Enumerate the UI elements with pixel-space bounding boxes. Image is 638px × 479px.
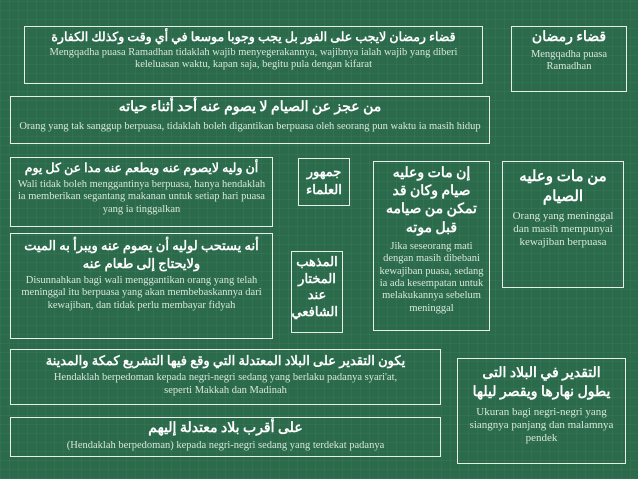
qadha-body-arabic: قضاء رمضان لايجب على الفور بل يجب وجوبا موسعا في أي وقت وكذلك الكفارة bbox=[51, 30, 456, 44]
estimate-rule1-box bbox=[10, 349, 441, 405]
estimate-rule1-latin: Hendaklah berpedoman kepada negri-negri sedang yang berlaku padanya syari'at, seperti Makkah dan Madinah bbox=[53, 372, 398, 396]
died-title-arabic: من مات وعليه الصيام bbox=[519, 169, 607, 205]
qadha-body-box bbox=[24, 26, 483, 84]
madhhab-ruling-box bbox=[10, 233, 273, 339]
estimate-title-latin: Ukuran bagi negri-negri yang siangnya panjang dan malamnya pendek bbox=[469, 405, 614, 444]
madhhab-label-box bbox=[291, 251, 343, 333]
died-title-box bbox=[502, 161, 624, 288]
unable-box bbox=[10, 96, 490, 144]
estimate-rule2-latin: (Hendaklah berpedoman) kepada negri-negri sedang yang terdekat padanya bbox=[66, 439, 385, 451]
jumhur-label-arabic: جمهور العلماء bbox=[306, 164, 342, 197]
qadha-body-latin: Mengqadha puasa Ramadhan tidaklah wajib menyegerakannya, wajibnya ialah wajib yang diberi keleluasan waktu, kapan saja, begitu pula dengan kifarat bbox=[49, 46, 458, 71]
qadha-title-arabic: قضاء رمضان bbox=[531, 30, 607, 45]
died-title-latin: Orang yang meninggal dan masih mempunyai kewajiban berpuasa bbox=[512, 210, 614, 248]
estimate-rule1-arabic: يكون التقدير على البلاد المعتدلة التي وقع فيها التشريع كمكة والمدينة bbox=[45, 353, 406, 368]
jumhur-ruling-box bbox=[10, 157, 273, 227]
qadha-title-box bbox=[511, 26, 627, 92]
estimate-rule2-arabic: على أقرب بلاد معتدلة إليهم bbox=[148, 421, 303, 436]
estimate-title-arabic: التقدير في البلاد التى يطول نهارها ويقصر ليلها bbox=[472, 366, 611, 400]
jumhur-label-box bbox=[298, 158, 350, 206]
qadha-title-latin: Mengqadha puasa Ramadhan bbox=[530, 48, 608, 72]
unable-arabic: من عجز عن الصيام لا يصوم عنه أحد أثناء حياته bbox=[118, 100, 382, 115]
died-condition-arabic: إن مات وعليه صيام وكان قد تمكن من صيامه قبل موته bbox=[386, 166, 477, 236]
madhhab-ruling-latin: Disunnahkan bagi wali menggantikan orang yang telah meninggal itu berpuasa yang akan membebaskannya dari kewajiban, dan tidak perlu membayar fidyah bbox=[21, 275, 262, 311]
unable-latin: Orang yang tak sanggup berpuasa, tidaklah boleh digantikan berpuasa oleh seorang pun waktu ia masih hidup bbox=[19, 120, 481, 132]
died-condition-latin: Jika seseorang mati dengan masih dibebani kewajiban puasa, sedang ia ada kesempatan untuk melakukannya sebelum meninggal bbox=[379, 240, 484, 314]
madhhab-ruling-arabic: أنه يستحب لوليه أن يصوم عنه ويبرأ به الميت ولايحتاج إلى طعام عنه bbox=[24, 238, 259, 271]
madhhab-label-arabic: المذهب المختار عند الشافعي bbox=[291, 254, 338, 319]
estimate-title-box bbox=[457, 358, 626, 464]
jumhur-ruling-latin: Wali tidak boleh menggantinya berpuasa, hanya hendaklah ia memberikan segantang makanan untuk setiap hari puasa yang ia tinggalkan bbox=[17, 178, 266, 215]
died-condition-box bbox=[373, 161, 490, 331]
jumhur-ruling-arabic: أن وليه لايصوم عنه ويطعم عنه مدا عن كل يوم bbox=[24, 161, 259, 175]
estimate-rule2-box bbox=[10, 417, 441, 457]
